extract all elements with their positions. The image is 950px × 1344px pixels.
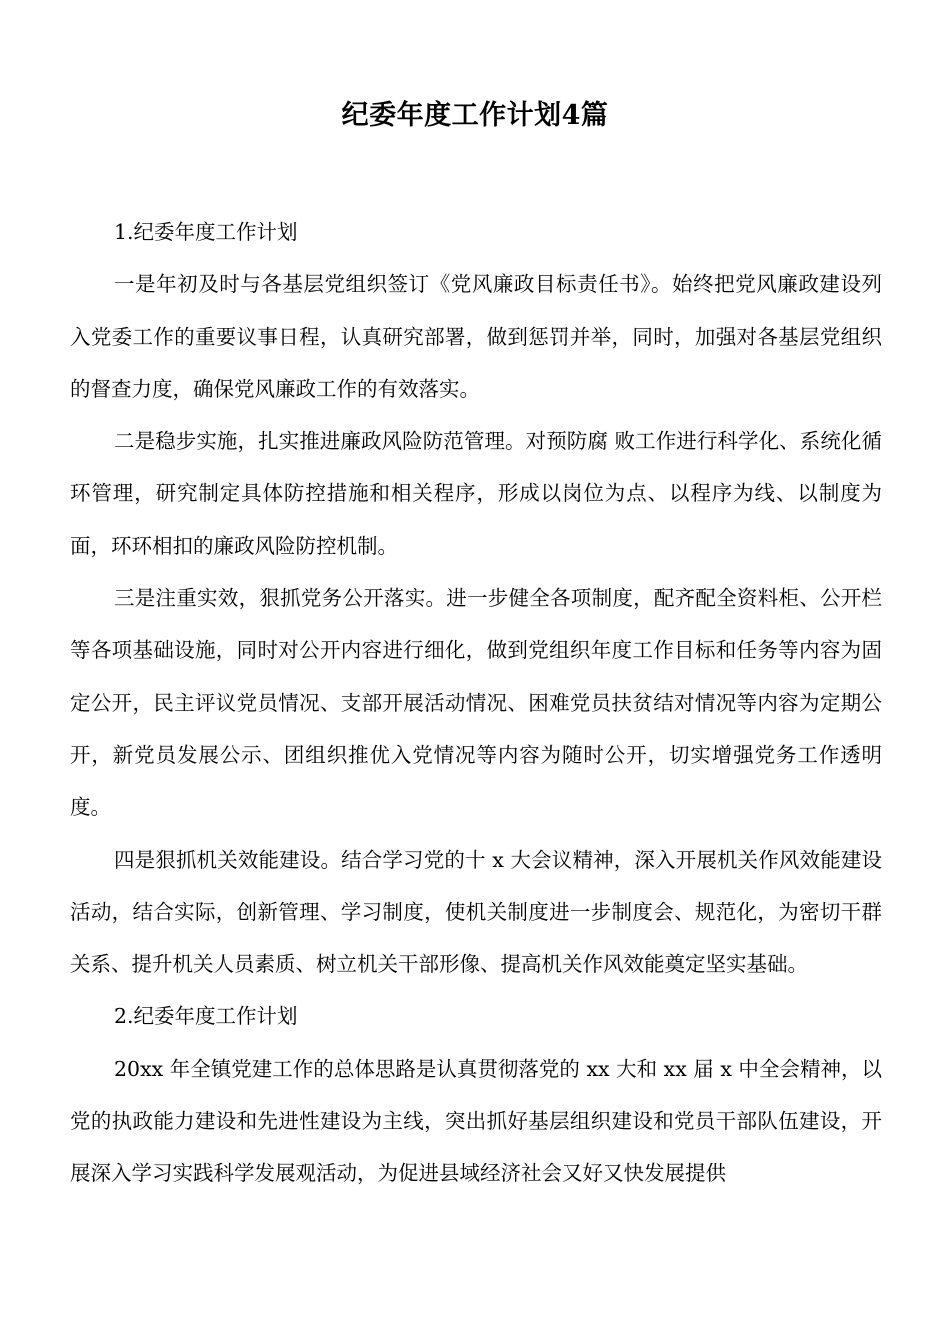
paragraph-4: 四是狠抓机关效能建设。结合学习党的十 x 大会议精神，深入开展机关作风效能建设活动，结合实际，创新管理、学习制度，使机关制度进一步制度会、规范化，为密切干群关系、提升机关人员素质、树立机关干部形像、提高机关作风效能奠定坚实基础。	[70, 847, 882, 977]
paragraph-1: 一是年初及时与各基层党组织签订《党风廉政目标责任书》。始终把党风廉政建设列入党委工作的重要议事日程，认真研究部署，做到惩罚并举，同时，加强对各基层党组织的督查力度，确保党风廉政工作的有效落实。	[70, 272, 882, 401]
paragraph-2: 二是稳步实施，扎实推进廉政风险防范管理。对预防腐 败工作进行科学化、系统化循环管理，研究制定具体防控措施和相关程序，形成以岗位为点、以程序为线、以制度为面，环环相扣的廉政风险防控机制。	[70, 429, 882, 558]
document-title: 纪委年度工作计划4篇	[341, 100, 609, 131]
paragraph-3: 三是注重实效，狠抓党务公开落实。进一步健全各项制度，配齐配全资料柜、公开栏等各项基础设施，同时对公开内容进行细化，做到党组织年度工作目标和任务等内容为固定公开，民主评议党员情况、支部开展活动情况、困难党员扶贫结对情况等内容为定期公开，新党员发展公示、团组织推优入党情况等内容为随时公开，切实增强党务工作透明度。	[70, 586, 882, 820]
paragraph-5: 20xx 年全镇党建工作的总体思路是认真贯彻落党的 xx 大和 xx 届 x 中全会精神，以党的执政能力建设和先进性建设为主线，突出抓好基层组织建设和党员干部队伍建设，开展深入学习实践科学发展观活动，为促进县域经济社会又好又快发展提供	[70, 1056, 882, 1186]
document-body	[70, 206, 882, 1200]
section-heading-2: 2.纪委年度工作计划	[114, 1004, 298, 1029]
section-heading-1: 1.纪委年度工作计划	[114, 220, 298, 244]
